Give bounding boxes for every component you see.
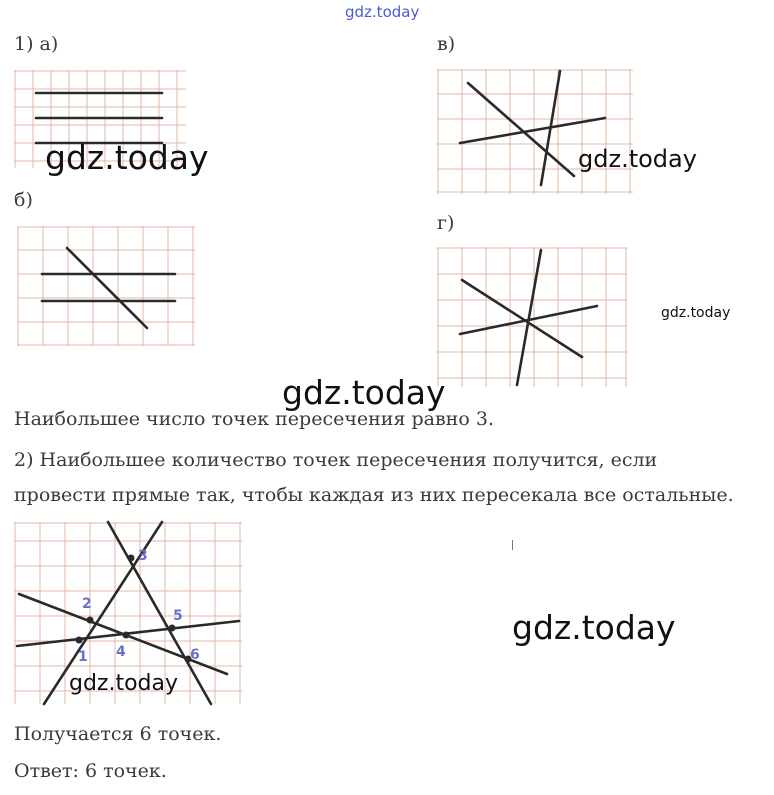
intersection-point-2 (87, 617, 94, 624)
answer-part1-line: Наибольшее число точек пересечения равно 3. (14, 408, 494, 430)
watermark-v: gdz.today (578, 145, 697, 173)
label-v: в) (437, 33, 456, 55)
watermark-a: gdz.today (45, 138, 209, 177)
intersection-point-5 (169, 625, 176, 632)
stray-mark (512, 540, 513, 550)
point-label-4: 4 (116, 644, 126, 660)
label-b: б) (14, 189, 33, 211)
figure-v (437, 69, 637, 194)
point-label-3: 3 (138, 548, 148, 564)
point-label-2: 2 (82, 596, 92, 612)
site-header-watermark: gdz.today (345, 3, 420, 21)
watermark-center: gdz.today (282, 373, 446, 412)
intersection-point-1 (76, 637, 83, 644)
point-label-5: 5 (173, 608, 183, 624)
final-answer-line: Ответ: 6 точек. (14, 760, 167, 782)
watermark-right: gdz.today (512, 608, 676, 647)
label-part1-a: 1) а) (14, 33, 59, 55)
line-b-3 (67, 248, 147, 328)
figure-g (437, 247, 629, 389)
result-line: Получается 6 точек. (14, 723, 222, 745)
point-label-6: 6 (190, 647, 200, 663)
intersection-point-3 (128, 555, 135, 562)
grid-g (437, 247, 627, 387)
part2-explanation-line2: провести прямые так, чтобы каждая из них пересекала все остальные. (14, 484, 734, 506)
point-label-1: 1 (78, 649, 88, 665)
label-g: г) (437, 212, 455, 234)
intersection-point-4 (123, 632, 130, 639)
figure-b (17, 226, 197, 346)
part2-explanation-line1: 2) Наибольшее количество точек пересечения получится, если (14, 449, 658, 471)
line-g-1 (462, 280, 582, 357)
grid-v (437, 69, 633, 194)
watermark-g: gdz.today (661, 305, 731, 321)
watermark-fig2: gdz.today (69, 671, 179, 696)
